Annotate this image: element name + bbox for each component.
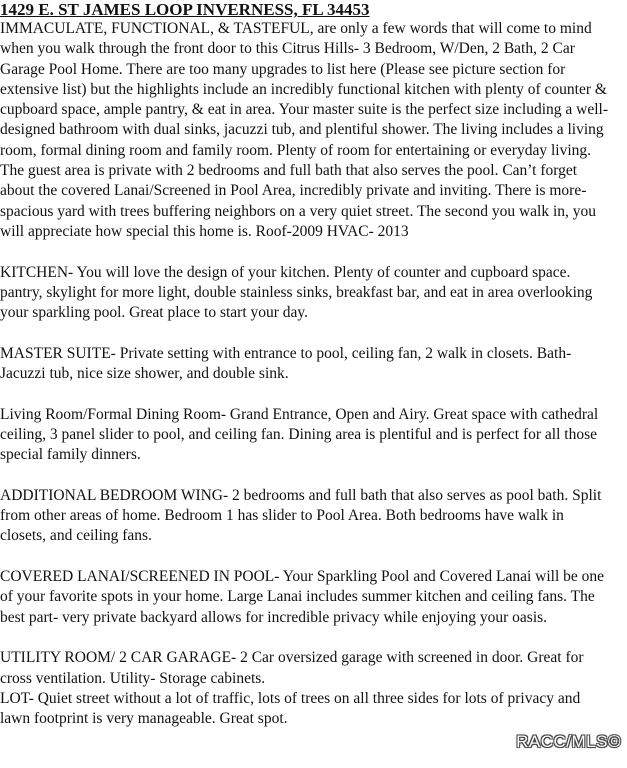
- kitchen-paragraph: KITCHEN- You will love the design of your kitchen. Plenty of counter and cupboard space. pantry, skylight for more light, double stainless sinks, breakfast bar, and eat in area overlooking your sparkling pool. Great place to start your day.: [0, 263, 593, 322]
- address-heading: 1429 E. ST JAMES LOOP INVERNESS, FL 34453: [0, 0, 370, 19]
- utility-garage-paragraph: UTILITY ROOM/ 2 CAR GARAGE- 2 Car oversized garage with screened in door. Great for cross ventilation. Utility- Storage cabinets.: [0, 649, 584, 687]
- listing-description: [0, 19, 612, 729]
- bedroom-wing-paragraph: ADDITIONAL BEDROOM WING- 2 bedrooms and full bath that also serves as pool bath. Split from other areas of home. Bedroom 1 has slider to Pool Area. Both bedrooms have walk in closets, and ceiling fans.: [0, 486, 602, 545]
- living-dining-paragraph: Living Room/Formal Dining Room- Grand Entrance, Open and Airy. Great space with cathedral ceiling, 3 panel slider to pool, and ceiling fan. Dining area is plentiful and is perfect for all those special family dinners.: [0, 405, 599, 464]
- master-suite-paragraph: MASTER SUITE- Private setting with entrance to pool, ceiling fan, 2 walk in closets. Bath- Jacuzzi tub, nice size shower, and double sink.: [0, 344, 572, 383]
- mls-watermark: RACC/MLS©: [516, 732, 621, 751]
- lanai-pool-paragraph: COVERED LANAI/SCREENED IN POOL- Your Sparkling Pool and Covered Lanai will be one of your favorite spots in your home. Large Lanai includes summer kitchen and ceiling fans. The best part- very private backyard allows for incredible privacy while enjoying your oasis.: [0, 568, 605, 626]
- intro-paragraph: IMMACULATE, FUNCTIONAL, & TASTEFUL, are only a few words that will come to mind when you walk through the front door to this Citrus Hills- 3 Bedroom, W/Den, 2 Bath, 2 Car Garage Pool Home. There are too many upgrades to list here (Please see picture section for extensive list) but the highlights include an incredibly functional kitchen with plenty of counter & cupboard space, ample pantry, & eat in area. Your master suite is the perfect size including a well-designed bathroom with dual sinks, jacuzzi tub, and plentiful shower. The living includes a living room, formal dining room and family room. Plenty of room for entertaining or everyday living. The guest area is private with 2 bedrooms and full bath that also serves the pool. Can’t forget about the covered Lanai/Screened in Pool Area, incredibly private and inviting. There is more- spacious yard with trees buffering neighbors on a very quiet street. The second you walk in, you will appreciate how special this home is. Roof-2009 HVAC- 2013: [0, 20, 609, 240]
- lot-paragraph: LOT- Quiet street without a lot of traffic, lots of trees on all three sides for lots of privacy and lawn footprint is very manageable. Great spot.: [0, 689, 581, 728]
